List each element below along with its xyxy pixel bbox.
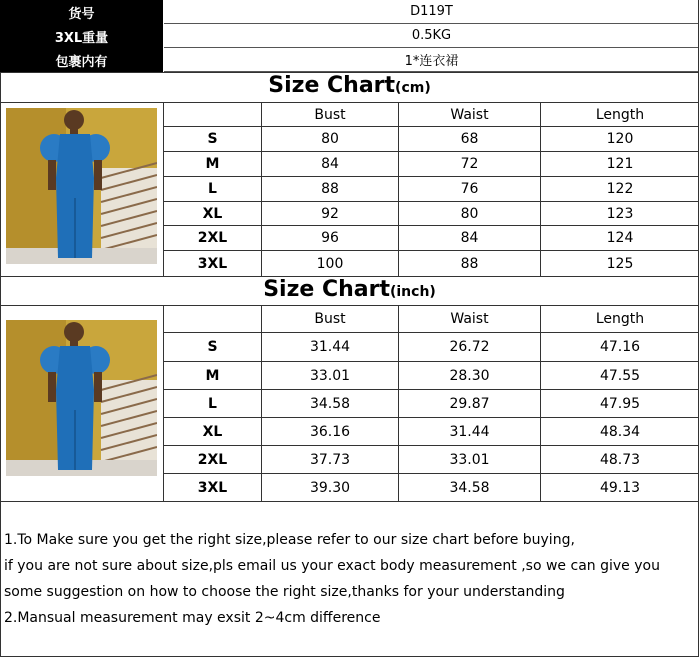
column-header-bust: Bust [314, 106, 346, 123]
waist-cell: 76 [460, 181, 479, 197]
bust-cell: 100 [316, 255, 344, 272]
note-line: some suggestion on how to choose the right size,thanks for your understanding [4, 584, 565, 600]
length-cell: 47.95 [599, 395, 641, 412]
waist-cell: 72 [460, 156, 479, 172]
size-cell: XL [202, 205, 223, 222]
chart-title: Size Chart [268, 73, 396, 98]
waist-cell: 68 [460, 131, 479, 147]
size-cell: M [205, 156, 220, 172]
length-cell: 48.34 [599, 423, 641, 440]
note-line: 1.To Make sure you get the right size,please refer to our size chart before buying, [4, 532, 575, 548]
size-cell: M [205, 367, 220, 384]
info-row-weight [0, 24, 699, 48]
waist-cell: 26.72 [449, 339, 490, 355]
length-cell: 122 [606, 181, 634, 197]
note-line: if you are not sure about size,pls email us your exact body measurement ,so we can give you [4, 558, 660, 574]
info-label: 货号 [0, 0, 163, 24]
size-cell: 3XL [197, 255, 228, 272]
waist-cell: 29.87 [449, 395, 490, 412]
length-cell: 125 [606, 255, 634, 272]
length-cell: 47.16 [599, 339, 641, 355]
chart-unit: (inch) [389, 284, 436, 300]
length-cell: 123 [606, 205, 634, 222]
info-row-package [0, 48, 699, 72]
info-label: 包裹内有 [0, 48, 163, 72]
length-cell: 120 [606, 131, 634, 147]
bust-cell: 37.73 [309, 451, 351, 468]
waist-cell: 80 [460, 205, 479, 222]
size-cell: XL [202, 423, 223, 440]
bust-cell: 31.44 [309, 339, 351, 355]
size-cell: L [208, 181, 217, 197]
waist-cell: 33.01 [449, 451, 490, 468]
waist-cell: 34.58 [449, 479, 490, 496]
length-cell: 47.55 [599, 367, 641, 384]
size-cell: 3XL [197, 479, 228, 496]
product-photo [6, 108, 157, 264]
length-cell: 121 [606, 156, 634, 172]
size-chart-cm-title [0, 73, 699, 101]
column-header-bust: Bust [314, 311, 346, 327]
divider [0, 501, 699, 502]
waist-cell: 31.44 [449, 423, 490, 440]
waist-cell: 28.30 [449, 367, 490, 384]
dress-photo-icon [6, 108, 157, 264]
bust-cell: 80 [321, 131, 339, 147]
bust-cell: 84 [321, 156, 339, 172]
size-chart-inch-title [0, 277, 699, 305]
length-cell: 124 [606, 230, 634, 246]
length-cell: 48.73 [599, 451, 641, 468]
info-value: 1*连衣裙 [164, 48, 699, 72]
size-cell: L [208, 395, 217, 412]
sizing-notes [4, 527, 694, 631]
size-cell: 2XL [197, 451, 228, 468]
bust-cell: 88 [321, 181, 339, 197]
column-header-waist: Waist [450, 311, 489, 327]
column-header-length: Length [595, 311, 645, 327]
info-value: D119T [164, 0, 699, 24]
bust-cell: 39.30 [309, 479, 351, 496]
column-header-waist: Waist [450, 106, 489, 123]
waist-cell: 84 [460, 230, 479, 246]
divider [0, 656, 699, 657]
divider [0, 72, 1, 656]
info-label: 3XL重量 [0, 24, 163, 48]
size-cell: S [207, 339, 218, 355]
size-cell: 2XL [197, 230, 228, 246]
bust-cell: 92 [321, 205, 339, 222]
dress-photo-icon [6, 320, 157, 476]
info-value: 0.5KG [164, 24, 699, 48]
chart-title: Size Chart [263, 277, 390, 302]
waist-cell: 88 [460, 255, 479, 272]
column-header-length: Length [595, 106, 645, 123]
bust-cell: 96 [321, 230, 339, 246]
length-cell: 49.13 [599, 479, 641, 496]
note-line: 2.Mansual measurement may exsit 2~4cm difference [4, 610, 381, 626]
product-photo [6, 320, 157, 476]
chart-unit: (cm) [395, 80, 431, 96]
bust-cell: 33.01 [309, 367, 351, 384]
size-cell: S [207, 131, 218, 147]
bust-cell: 36.16 [309, 423, 351, 440]
info-row-item-no [0, 0, 699, 24]
bust-cell: 34.58 [309, 395, 351, 412]
